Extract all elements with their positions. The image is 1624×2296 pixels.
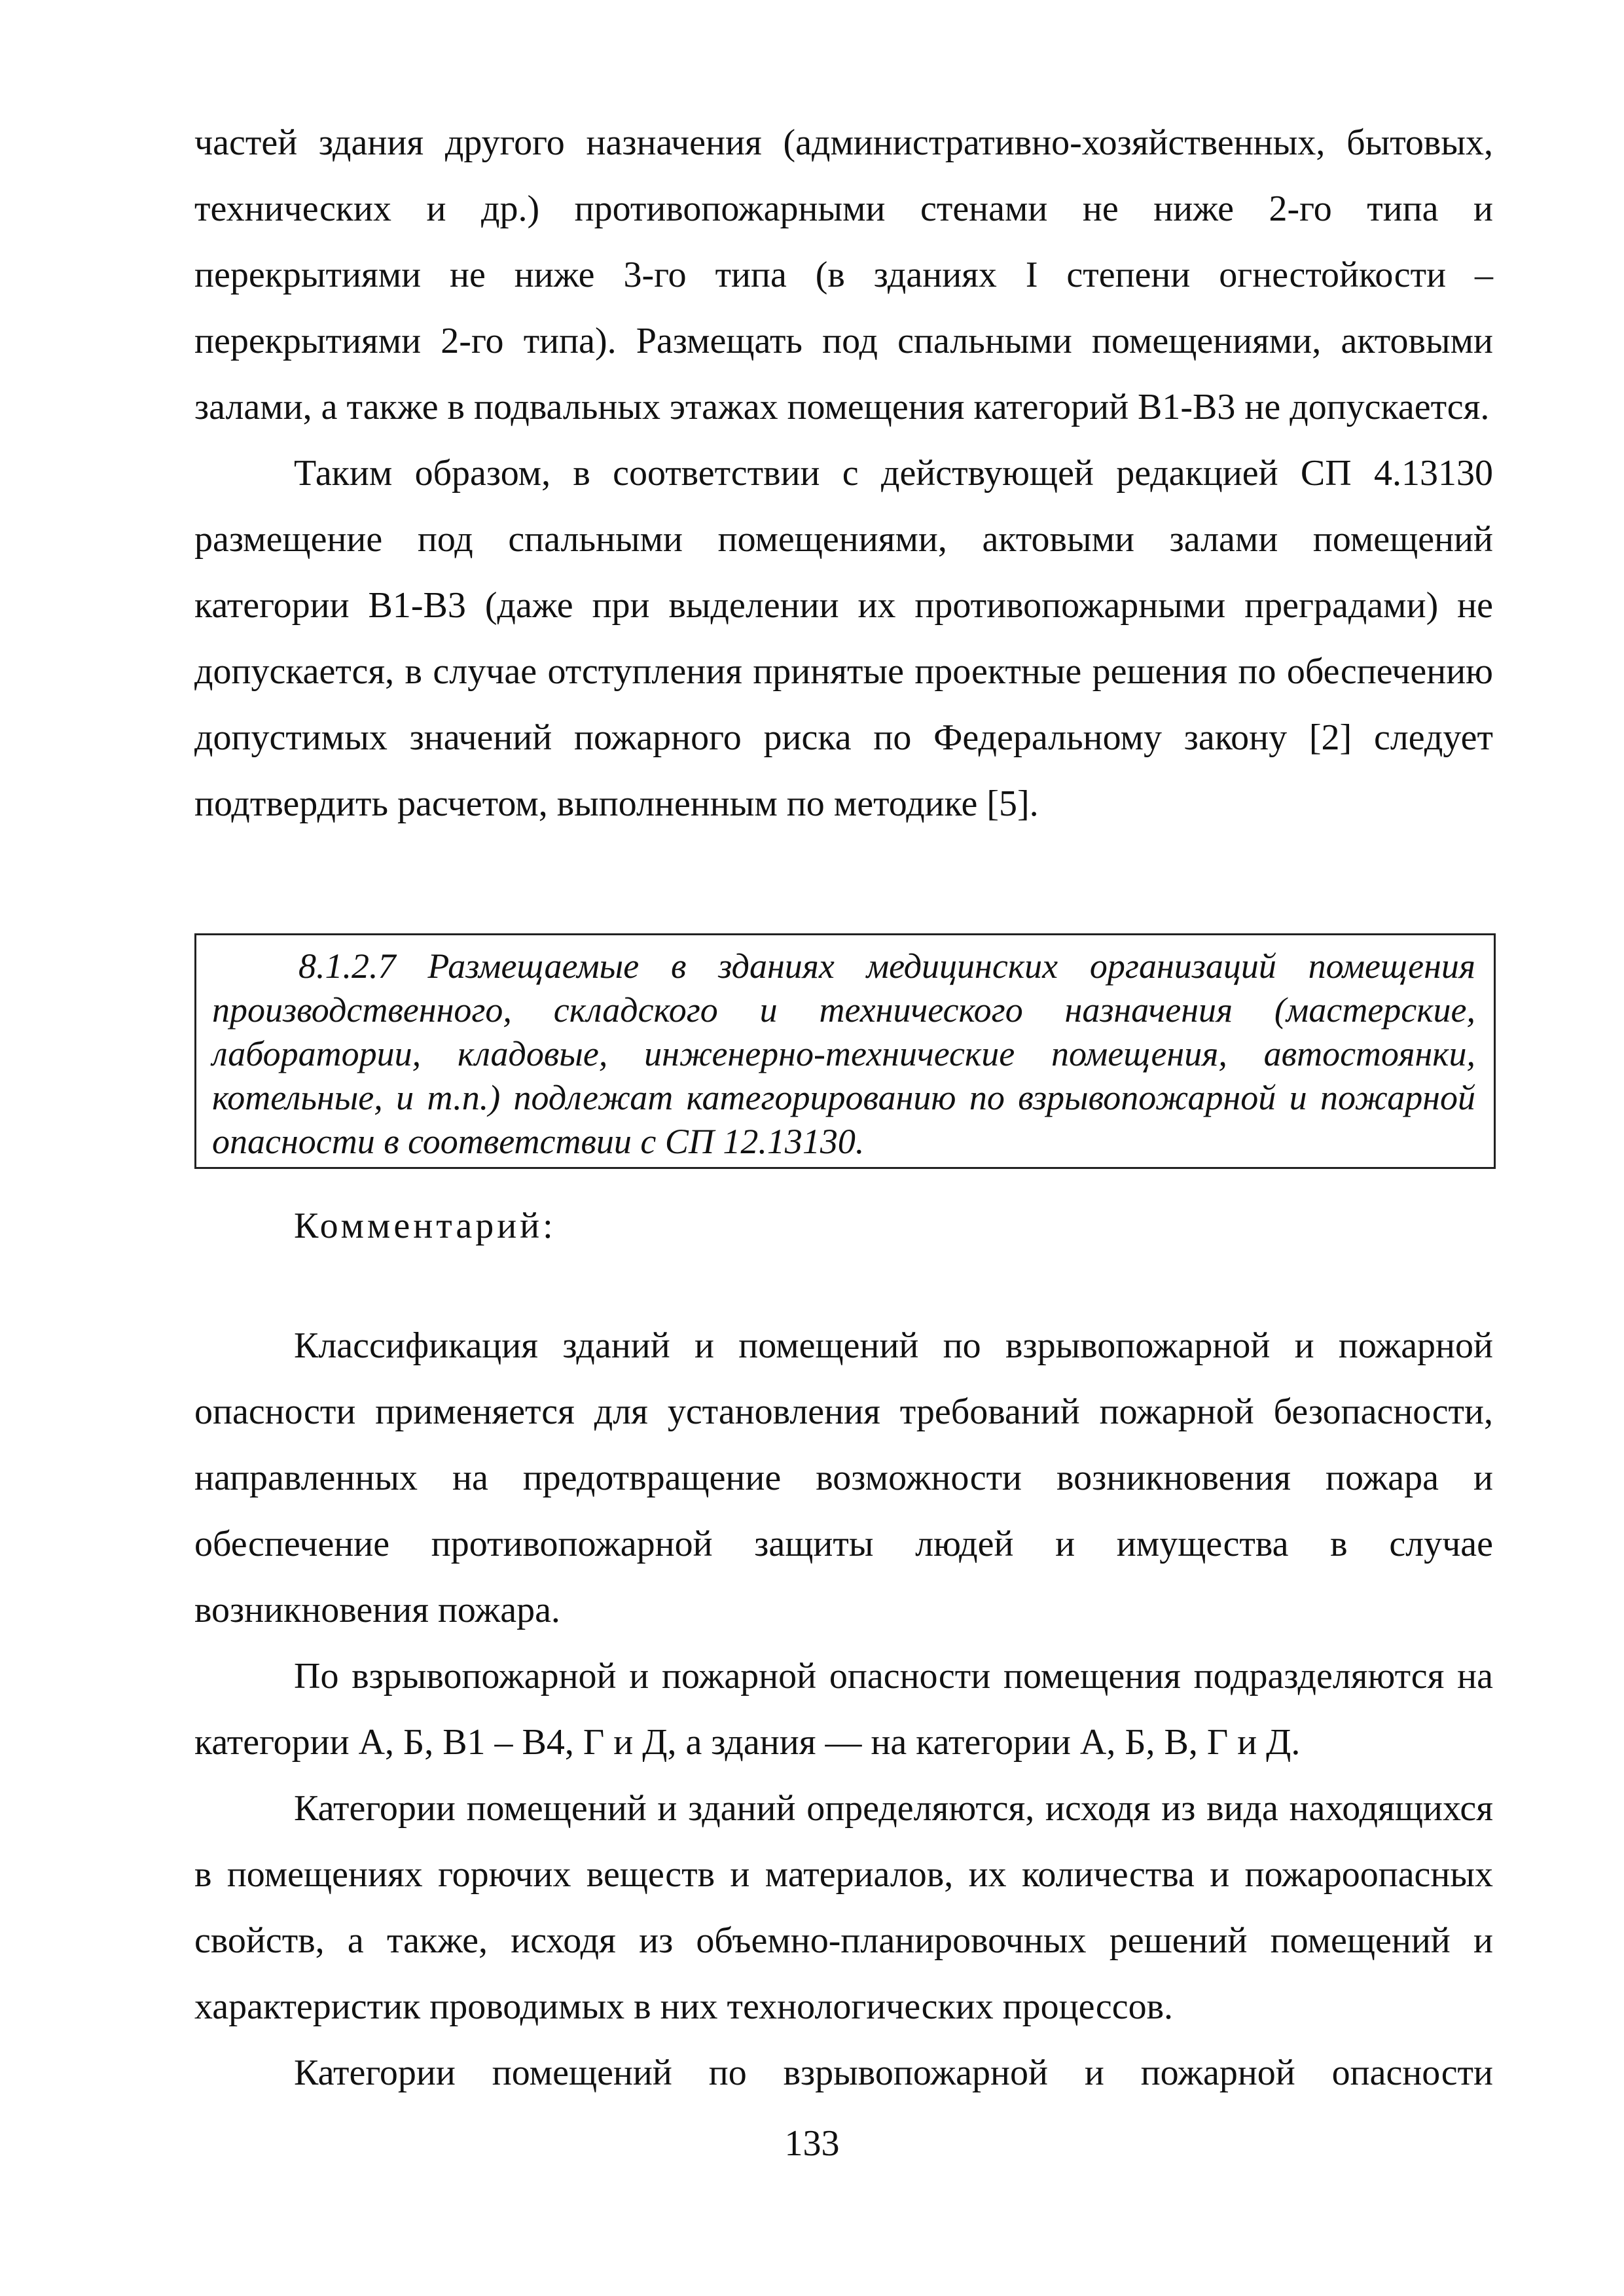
paragraph-final: Категории помещений по взрывопожарной и пожарной опасности <box>294 2053 1493 2093</box>
paragraph-categories: По взрывопожарной и пожарной опасности помещения подразделяются на категории А, Б, В1 – В4, Г и Д, а здания — на категории А, Б, В, Г и Д. <box>194 1656 1493 1763</box>
page-number: 133 <box>784 2123 840 2164</box>
bottom-text-block <box>194 1313 1493 2106</box>
paragraph-classification: Классификация зданий и помещений по взрывопожарной и пожарной опасности применяется для установления требований пожарной безопасности, направленных на предотвращение возможности возникновения пожара и обеспечение противопожарной защиты людей и имущества в случае возникновения пожара. <box>194 1325 1493 1630</box>
paragraph-continuation: частей здания другого назначения (административно-хозяйственных, бытовых, технических и др.) противопожарными стенами не ниже 2-го типа и перекрытиями не ниже 3-го типа (в зданиях I степени огнестойкости – перекрытиями 2-го типа). Размещать под спальными помещениями, актовыми залами, а также в подвальных этажах помещения категорий В1-В3 не допускается. <box>194 122 1493 427</box>
comment-heading: Комментарий: <box>294 1206 556 1246</box>
boxed-clause-text: 8.1.2.7 Размещаемые в зданиях медицинских организаций помещения производственного, складского и технического назначения (мастерские, лаборатории, кладовые, инженерно-технические помещения, автостоянки, котельные, и т.п.) подлежат категорированию по взрывопожарной и пожарной опасности в соответствии с СП 12.13130. <box>212 946 1475 1161</box>
paragraph-conclusion: Таким образом, в соответствии с действующей редакцией СП 4.13130 размещение под спальными помещениями, актовыми залами помещений категории В1-В3 (даже при выделении их противопожарными преградами) не допускается, в случае отступления принятые проектные решения по обеспечению допустимых значений пожарного риска по Федеральному закону [2] следует подтвердить расчетом, выполненным по методике [5]. <box>194 453 1493 824</box>
paragraph-determination: Категории помещений и зданий определяются, исходя из вида находящихся в помещениях горючих веществ и материалов, их количества и пожароопасных свойств, а также, исходя из объемно-планировочных решений помещений и характеристик проводимых в них технологических процессов. <box>194 1788 1493 2027</box>
top-text-block <box>194 110 1493 837</box>
boxed-clause <box>194 933 1496 1169</box>
